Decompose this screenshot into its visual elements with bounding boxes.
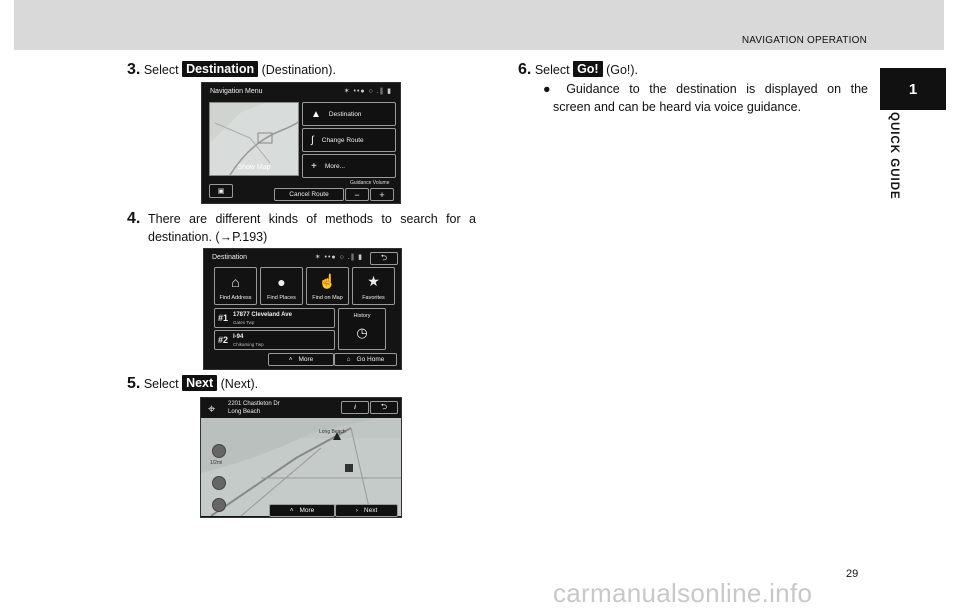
step-5	[127, 375, 258, 393]
step-3	[127, 61, 336, 79]
watermark: carmanualsonline.info	[553, 578, 813, 608]
volume-down-button[interactable]	[345, 188, 369, 201]
more-button[interactable]	[268, 353, 334, 366]
step-number: 4.	[127, 210, 141, 227]
go-home-label: Go Home	[356, 356, 385, 363]
status-icons: ✶ ••● ○ .∥ ▮	[343, 88, 392, 95]
item-index: #1	[218, 313, 229, 323]
step-text: Select	[143, 377, 179, 391]
hand-pointer-icon: ☝	[318, 273, 337, 289]
tile-label: Find on Map	[312, 295, 343, 301]
destination-label: Destination	[328, 110, 362, 118]
clock-icon: ◷	[356, 325, 368, 340]
step-text: (Go!).	[606, 63, 639, 77]
minus-icon: −	[354, 189, 360, 200]
show-map-button[interactable]	[209, 102, 299, 176]
cancel-route-button[interactable]	[274, 188, 344, 201]
more-button[interactable]	[302, 154, 396, 178]
find-address-button[interactable]	[214, 267, 257, 305]
favorites-button[interactable]	[352, 267, 395, 305]
chevron-right-icon: ›	[355, 507, 358, 514]
map-scale-label: 1/2mi	[210, 460, 223, 466]
screen-title: Navigation Menu	[210, 88, 263, 95]
step-text: (Destination).	[261, 63, 336, 77]
address-line2: Long Beach	[228, 409, 261, 415]
status-icons: ✶ ••● ○ .∥ ▮	[314, 254, 363, 261]
go-home-button[interactable]	[334, 353, 397, 366]
change-route-label: Change Route	[321, 136, 364, 144]
item-title: 17877 Cleveland Ave	[233, 312, 292, 318]
volume-up-button[interactable]	[370, 188, 394, 201]
step-6-bullet-line1: ● Guidance to the destination is displayed on the	[543, 82, 868, 96]
step-number: 6.	[518, 61, 532, 78]
find-places-button[interactable]	[260, 267, 303, 305]
step-4	[127, 210, 140, 228]
destination-chip: Destination	[182, 61, 258, 77]
map-icon: ▣	[217, 188, 225, 195]
history-item-1[interactable]	[214, 308, 335, 328]
zoom-in-button[interactable]	[212, 444, 226, 458]
step-number: 3.	[127, 61, 141, 78]
find-on-map-button[interactable]	[306, 267, 349, 305]
plus-icon: +	[311, 160, 317, 172]
map-city-label: Long Beach	[319, 429, 346, 435]
navigation-menu-screen	[201, 82, 401, 204]
zoom-out-button[interactable]	[212, 476, 226, 490]
show-map-label: Show Map	[237, 164, 271, 171]
next-chip: Next	[182, 375, 217, 391]
history-button[interactable]	[338, 308, 386, 350]
info-button[interactable]	[341, 401, 369, 414]
house-search-icon: ⌂	[231, 274, 240, 290]
route-icon: ∫	[311, 134, 314, 146]
chapter-tab-number: 1	[880, 68, 946, 110]
item-index: #2	[218, 335, 229, 345]
step-4-text-line2: destination. (→P.193)	[148, 230, 268, 244]
home-icon: ⌂	[346, 356, 351, 363]
back-arrow-icon: ⮌	[380, 401, 388, 411]
page-number: 29	[846, 568, 859, 580]
step-6-bullet-line2: screen and can be heard via voice guidance.	[553, 100, 802, 114]
star-icon: ★	[367, 273, 380, 289]
tile-label: Find Address	[219, 295, 252, 301]
more-label: More	[299, 507, 315, 514]
more-button[interactable]	[269, 504, 335, 517]
tile-label: Favorites	[362, 295, 385, 301]
plus-icon: +	[379, 189, 385, 200]
tile-label: Find Places	[267, 295, 296, 301]
cancel-route-label: Cancel Route	[289, 191, 329, 198]
back-arrow-icon: ⮌	[380, 252, 388, 262]
history-item-2[interactable]	[214, 330, 335, 350]
chevron-up-icon: ˄	[289, 507, 294, 514]
step-4-text-line1: There are different kinds of methods to search for a	[148, 212, 476, 226]
crosshair-icon: ⌖	[208, 401, 216, 416]
chevron-up-icon: ˄	[288, 356, 293, 363]
pin-icon: ●	[277, 274, 286, 290]
map-roads-icon	[201, 418, 401, 516]
info-icon: i	[354, 404, 356, 411]
step-text: Select	[534, 63, 570, 77]
compass-button[interactable]	[212, 498, 226, 512]
arrow-up-icon: ▲	[311, 108, 321, 120]
step-6	[518, 61, 638, 79]
item-subtitle: Gates Twp	[233, 320, 255, 325]
screen-title: Destination	[212, 254, 248, 261]
address-line1: 2201 Chastleton Dr	[228, 401, 280, 407]
next-button[interactable]	[335, 504, 398, 517]
destination-screen	[203, 248, 402, 370]
section-title: NAVIGATION OPERATION	[741, 35, 867, 46]
item-subtitle: Chikaming Twp	[233, 342, 264, 347]
destination-confirm-screen	[200, 397, 402, 518]
step-text: Select	[143, 63, 179, 77]
back-button[interactable]	[370, 252, 398, 265]
back-button[interactable]	[370, 401, 398, 414]
change-route-button[interactable]	[302, 128, 396, 152]
more-label: More...	[324, 162, 346, 170]
go-chip: Go!	[573, 61, 603, 77]
destination-button[interactable]	[302, 102, 396, 126]
item-title: I-94	[233, 334, 244, 340]
map-view[interactable]	[201, 418, 401, 516]
step-number: 5.	[127, 375, 141, 392]
next-label: Next	[363, 507, 378, 514]
more-label: More	[298, 356, 314, 363]
chapter-side-label: QUICK GUIDE	[888, 112, 900, 200]
map-mode-button[interactable]	[209, 184, 233, 198]
guidance-volume-label: Guidance Volume	[350, 180, 390, 186]
step-text: (Next).	[220, 377, 259, 391]
history-label: History	[353, 313, 371, 319]
